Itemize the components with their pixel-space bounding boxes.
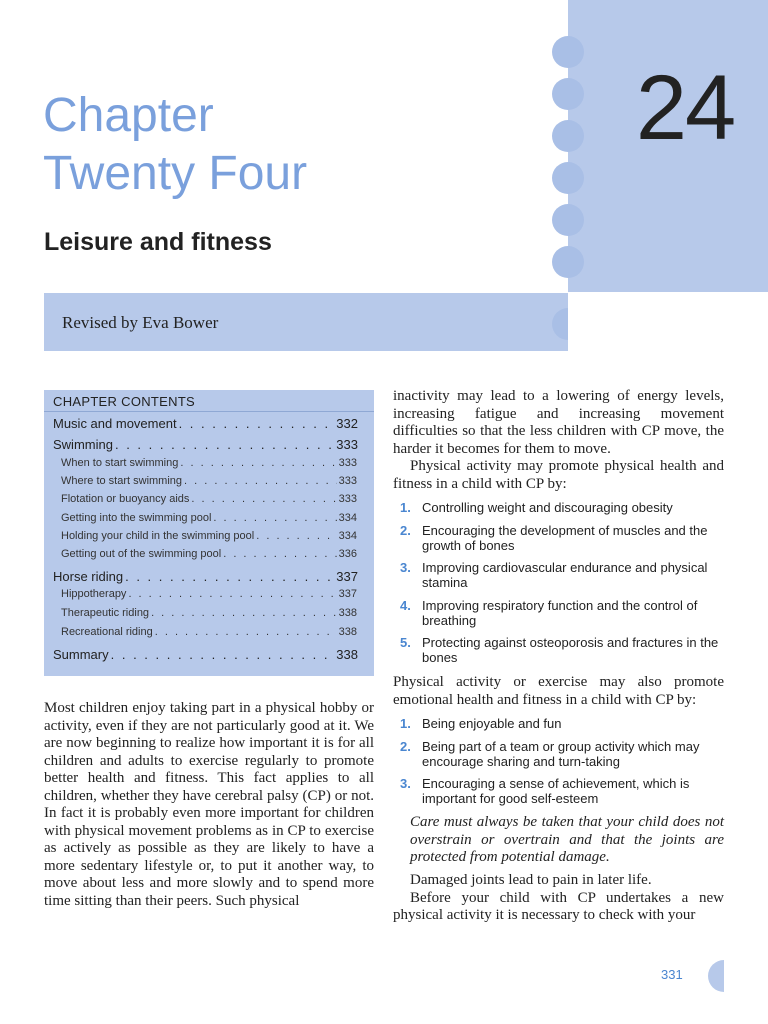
list-item (400, 560, 730, 590)
binder-dot (552, 246, 584, 278)
toc-leader (115, 437, 334, 452)
paragraph: inactivity may lead to a lowering of energy levels, increasing fatigue and increasing movement difficulties so that the less children with CP move, the harder it becomes for them to move. (393, 388, 724, 457)
list-number: 1. (400, 716, 411, 731)
chapter-subtitle: Leisure and fitness (44, 228, 272, 256)
toc-label: Where to start swimming (61, 475, 183, 487)
body-text-right (393, 388, 724, 493)
toc-page: 334 (338, 512, 357, 524)
toc-leader (191, 493, 336, 505)
toc-label: Therapeutic riding (61, 607, 150, 619)
list-number: 2. (400, 738, 411, 754)
toc-leader (223, 548, 336, 560)
toc-leader (213, 512, 336, 524)
toc-entry[interactable] (61, 588, 357, 600)
chapter-label: Chapter (43, 89, 214, 142)
body-text-right-end (393, 872, 724, 925)
page-number: 331 (661, 967, 683, 982)
toc-page: 333 (336, 437, 358, 452)
toc-page: 336 (338, 548, 357, 560)
chapter-title: Twenty Four (43, 147, 308, 200)
toc-label: Swimming (53, 437, 113, 452)
physical-benefits-list (400, 500, 730, 673)
toc-label: Getting into the swimming pool (61, 512, 212, 524)
revised-by: Revised by Eva Bower (62, 313, 219, 332)
list-text: Improving cardiovascular endurance and physical stamina (422, 560, 708, 590)
list-text: Encouraging a sense of achievement, which is important for good self-esteem (422, 776, 690, 806)
list-number: 2. (400, 522, 411, 538)
list-item (400, 500, 730, 515)
toc-entry[interactable] (61, 512, 357, 524)
list-item (400, 739, 730, 769)
toc-leader (151, 607, 337, 619)
toc-leader (128, 588, 336, 600)
toc-label: Hippotherapy (61, 588, 127, 600)
toc-leader (180, 457, 336, 469)
binder-dot (552, 36, 584, 68)
list-text: Controlling weight and discouraging obesity (422, 500, 673, 515)
list-number: 4. (400, 597, 411, 613)
contents-divider (44, 411, 374, 412)
toc-page: 337 (338, 588, 357, 600)
toc-entry[interactable] (53, 416, 358, 431)
toc-page: 338 (338, 626, 357, 638)
binder-half-dot (552, 308, 584, 340)
paragraph: Physical activity or exercise may also promote emotional health and fitness in a child with CP by: (393, 674, 724, 708)
toc-entry[interactable] (53, 437, 358, 452)
list-number: 3. (400, 560, 411, 575)
toc-leader (184, 475, 337, 487)
toc-leader (179, 416, 335, 431)
paragraph: Damaged joints lead to pain in later life. (410, 872, 652, 888)
list-text: Encouraging the development of muscles and the growth of bones (422, 522, 708, 553)
toc-page: 333 (338, 457, 357, 469)
toc-label: Getting out of the swimming pool (61, 548, 222, 560)
toc-entry[interactable] (61, 626, 357, 638)
binder-dot (552, 162, 584, 194)
list-text: Improving respiratory function and the control of breathing (422, 597, 698, 628)
toc-label: Music and movement (53, 416, 177, 431)
list-text: Being enjoyable and fun (422, 716, 562, 731)
chapter-number: 24 (635, 57, 735, 159)
emotional-benefits-list (400, 716, 730, 814)
list-item (400, 598, 730, 628)
list-item (400, 635, 730, 665)
toc-page: 332 (336, 416, 358, 431)
toc-page: 337 (336, 569, 358, 584)
contents-heading: CHAPTER CONTENTS (53, 394, 196, 409)
toc-page: 338 (336, 647, 358, 662)
list-text: Protecting against osteoporosis and fractures in the bones (422, 635, 719, 665)
list-number: 1. (400, 500, 411, 515)
toc-page: 334 (338, 530, 357, 542)
toc-page: 338 (338, 607, 357, 619)
binder-dot (552, 204, 584, 236)
list-number: 5. (400, 635, 411, 650)
toc-entry[interactable] (53, 569, 358, 584)
list-item (400, 776, 730, 806)
toc-label: Summary (53, 647, 109, 662)
toc-label: Recreational riding (61, 626, 153, 638)
toc-entry[interactable] (61, 475, 357, 487)
toc-entry[interactable] (61, 548, 357, 560)
body-text-right-mid (393, 674, 724, 709)
list-item (400, 716, 730, 731)
body-text-left (44, 700, 374, 910)
toc-entry[interactable] (53, 647, 358, 662)
toc-page: 333 (338, 475, 357, 487)
list-text: Being part of a team or group activity which may encourage sharing and turn-taking (422, 738, 700, 769)
paragraph: Most children enjoy taking part in a physical hobby or activity, even if they are not particularly good at it. We are now beginning to realize how important it is for all children and adults to exercise regularly to promote better health and fitness. This fact applies to all children, whether they have cerebral palsy (CP) or not. In fact it is probably even more important for children with physical movement problems as in CP to exercise as actively as possible as they are likely to have a more sedentary lifestyle or, to put it another way, to move about less and more slowly and to spend more time sitting than their peers. Such physical (44, 700, 374, 909)
toc-label: Flotation or buoyancy aids (61, 493, 190, 505)
paragraph: Physical activity may promote physical health and fitness in a child with CP by: (393, 458, 724, 492)
list-item (400, 523, 730, 553)
toc-leader (155, 626, 337, 638)
toc-entry[interactable] (61, 530, 357, 542)
binder-dot (552, 78, 584, 110)
toc-entry[interactable] (61, 607, 357, 619)
toc-page: 333 (338, 493, 357, 505)
caution-note: Care must always be taken that your child does not overstrain or overtrain and that the joints are protected from potential damage. (410, 814, 724, 865)
toc-entry[interactable] (61, 457, 357, 469)
toc-label: Holding your child in the swimming pool (61, 530, 255, 542)
toc-label: Horse riding (53, 569, 124, 584)
list-number: 3. (400, 776, 411, 791)
toc-entry[interactable] (61, 493, 357, 505)
toc-leader (111, 647, 335, 662)
paragraph: Before your child with CP undertakes a new physical activity it is necessary to check with your (393, 889, 724, 923)
binder-dot (552, 120, 584, 152)
toc-leader (125, 569, 334, 584)
toc-leader (256, 530, 336, 542)
toc-label: When to start swimming (61, 457, 179, 469)
page-tab-half-dot (708, 960, 740, 992)
